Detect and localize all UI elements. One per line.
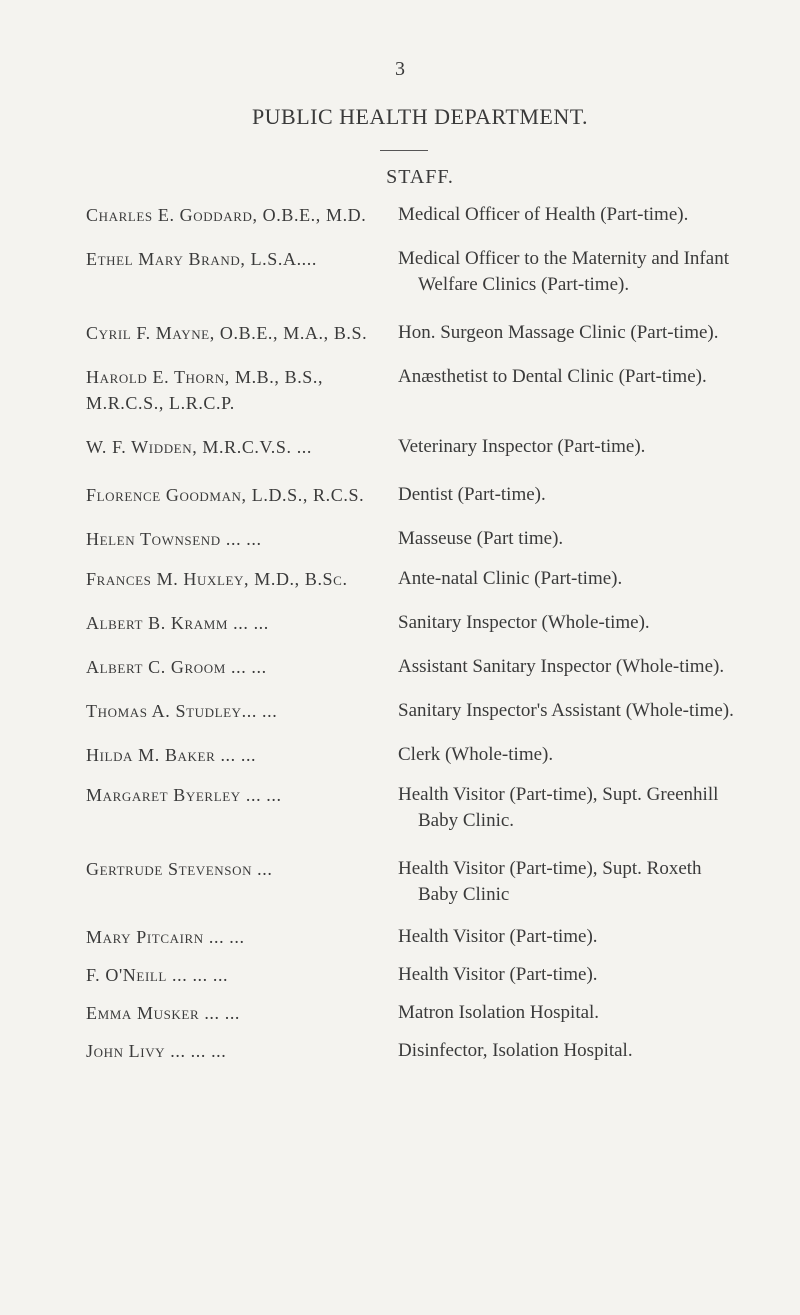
staff-role: Matron Isolation Hospital. <box>398 1002 600 1023</box>
staff-role: Dentist (Part-time). <box>398 484 546 505</box>
staff-name: Albert B. Kramm ... ... <box>86 613 269 633</box>
staff-row <box>86 654 746 680</box>
staff-role: Masseuse (Part time). <box>398 528 564 549</box>
staff-name: Margaret Byerley ... ... <box>86 785 282 805</box>
staff-row <box>86 1000 746 1026</box>
staff-row <box>86 566 746 592</box>
staff-role: Assistant Sanitary Inspector (Whole-time). <box>398 656 725 677</box>
staff-role: Ante-natal Clinic (Part-time). <box>398 568 623 589</box>
staff-name: Cyril F. Mayne, O.B.E., M.A., B.S. <box>86 323 368 343</box>
staff-row <box>86 202 746 228</box>
staff-name: Harold E. Thorn, M.B., B.S., M.R.C.S., L.R.C.P. <box>86 367 324 413</box>
staff-row <box>86 1038 746 1064</box>
staff-name: Hilda M. Baker ... ... <box>86 745 257 765</box>
staff-row <box>86 320 746 346</box>
staff-name: John Livy ... ... ... <box>86 1041 227 1061</box>
staff-row <box>86 962 746 988</box>
page-title: PUBLIC HEALTH DEPARTMENT. <box>251 104 589 129</box>
staff-row <box>86 246 746 298</box>
staff-row <box>86 742 746 768</box>
staff-name: Frances M. Huxley, M.D., B.Sc. <box>86 569 348 589</box>
staff-row <box>86 434 746 460</box>
staff-row <box>86 698 746 724</box>
staff-name: Emma Musker ... ... <box>86 1003 241 1023</box>
staff-role: Health Visitor (Part-time). <box>398 926 598 947</box>
staff-name: Thomas A. Studley... ... <box>86 701 278 721</box>
staff-list <box>86 202 746 1064</box>
title-divider <box>380 150 428 151</box>
staff-name: Helen Townsend ... ... <box>86 529 262 549</box>
staff-name: Albert C. Groom ... ... <box>86 657 267 677</box>
staff-row <box>86 782 746 834</box>
staff-row <box>86 364 746 416</box>
page-number: 3 <box>395 58 405 80</box>
staff-name: Charles E. Goddard, O.B.E., M.D. <box>86 205 367 225</box>
staff-row <box>86 856 746 908</box>
staff-role: Hon. Surgeon Massage Clinic (Part-time). <box>398 322 719 343</box>
staff-heading: STAFF. <box>386 166 454 188</box>
staff-role: Health Visitor (Part-time). <box>398 964 598 985</box>
staff-name: Florence Goodman, L.D.S., R.C.S. <box>86 485 365 505</box>
staff-role: Medical Officer of Health (Part-time). <box>398 204 689 225</box>
staff-row <box>86 482 746 508</box>
staff-name: Ethel Mary Brand, L.S.A.... <box>86 249 317 269</box>
staff-name: F. O'Neill ... ... ... <box>86 965 229 985</box>
staff-role: Anæsthetist to Dental Clinic (Part-time). <box>398 366 707 387</box>
staff-name: W. F. Widden, M.R.C.V.S. ... <box>86 437 313 457</box>
staff-role: Disinfector, Isolation Hospital. <box>398 1040 633 1061</box>
staff-row <box>86 526 746 552</box>
staff-role: Sanitary Inspector (Whole-time). <box>398 612 650 633</box>
staff-name: Mary Pitcairn ... ... <box>86 927 245 947</box>
staff-row <box>86 610 746 636</box>
staff-row <box>86 924 746 950</box>
staff-role: Sanitary Inspector's Assistant (Whole-time). <box>398 700 734 721</box>
staff-role: Clerk (Whole-time). <box>398 744 554 765</box>
staff-role: Medical Officer to the Maternity and Infant Welfare Clinics (Part-time). <box>398 248 729 295</box>
staff-role: Health Visitor (Part-time), Supt. Roxeth Baby Clinic <box>398 858 702 905</box>
staff-name: Gertrude Stevenson ... <box>86 859 273 879</box>
staff-role: Health Visitor (Part-time), Supt. Greenhill Baby Clinic. <box>398 784 719 831</box>
staff-role: Veterinary Inspector (Part-time). <box>398 436 646 457</box>
